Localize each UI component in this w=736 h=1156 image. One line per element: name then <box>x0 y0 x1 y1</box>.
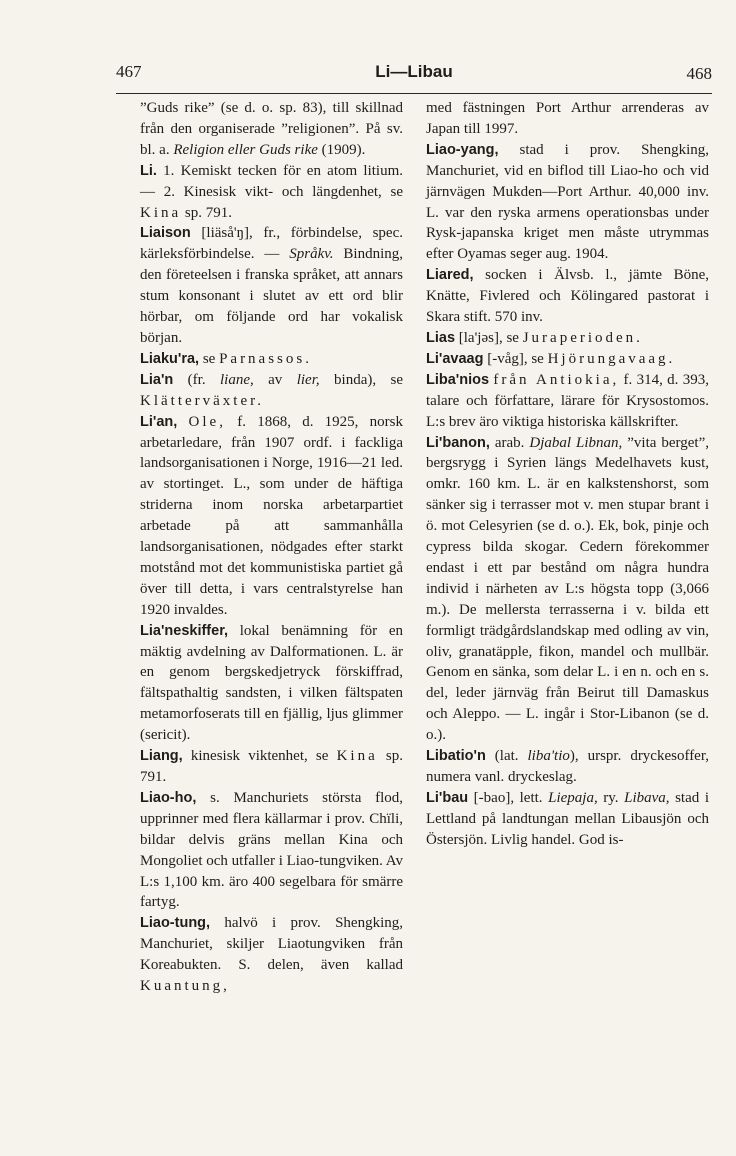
entry-text: (fr. <box>173 371 220 388</box>
entry-text: ”Guds rike” (se d. o. sp. 83), till skillnad från den organiserade ”religionen”. På sv. bl. a. <box>140 100 403 158</box>
right-column <box>426 98 709 851</box>
spaced-reference: Kuantung, <box>140 978 230 995</box>
entry-text: ”vita berget”, bergsrygg i Syrien längs Medelhavets kust, omkr. 160 km. L. är en kalkstenshorst, som sänker sig i terrasser mot v. men stupar brant i ö. mot Celesyrien (se d. o.). Ek, bok, pinje och cypress bilda skogar. Cedern förekommer endast i ett par bestånd om några hundra individ i närheten av L:s högsta topp (3,066 m.). De mellersta terrasserna i v. bilda ett formligt trädgårdslandskap med odling av vin, oliv, granatäpple, fikon, mandel och mullbär. Genom en sänka, som delar L. i en n. och en s. del, leder järnväg från Beirut till Damaskus och Aleppo. — L. ingår i Stor-Libanon (se d. o.). <box>426 434 709 744</box>
entry-headword: Liba'nios <box>426 371 490 388</box>
spaced-reference: Ole, <box>188 413 226 430</box>
dictionary-entry <box>140 621 403 746</box>
italic-text: Libava, <box>624 789 670 806</box>
entry-text: av <box>253 371 297 388</box>
dictionary-entry <box>426 370 709 433</box>
dictionary-entry <box>140 412 403 621</box>
dictionary-entry <box>426 349 709 370</box>
page-number-right: 468 <box>686 64 712 83</box>
entry-text: [-bao], lett. <box>468 789 549 806</box>
entry-text: binda), se <box>319 371 403 388</box>
entry-text: [liäså'ŋ], fr., förbindelse, spec. kärleksförbindelse. — <box>140 225 403 263</box>
dictionary-entry <box>426 265 709 328</box>
page-number-left: 467 <box>116 62 142 81</box>
entry-text <box>177 414 188 430</box>
entry-headword: Li'avaag <box>426 350 484 367</box>
dictionary-entry <box>426 788 709 851</box>
header-rule <box>116 93 712 94</box>
entry-text: med fästningen Port Arthur arrenderas av Japan till 1997. <box>426 100 709 137</box>
dictionary-entry <box>140 98 403 161</box>
entry-headword: Liaku'ra, <box>140 350 200 367</box>
dictionary-entry <box>140 788 403 913</box>
entry-headword: Liared, <box>426 267 474 284</box>
spaced-reference: Hjörungavaag. <box>547 350 676 367</box>
entry-text: f. 314, d. 393, talare och författare, lärare för Krysostomos. L:s brev äro viktiga historiska källskrifter. <box>426 371 709 430</box>
entry-headword: Lias <box>426 329 456 346</box>
entry-headword: Lia'neskiffer, <box>140 622 229 639</box>
spaced-reference: Juraperioden. <box>522 329 643 346</box>
entry-headword: Liang, <box>140 748 183 765</box>
entry-text: Bindning, den företeelsen i franska språket, att annars stum konsonant i slutet av ett ord blir hörbar, om följande ord har vokalisk början. <box>140 246 404 346</box>
entry-text: stad i Lettland på landtungan mellan Libausjön och Östersjön. Livlig handel. God is- <box>426 789 709 848</box>
spaced-reference: från Antiokia, <box>493 371 620 388</box>
entry-text: sp. 791. <box>140 748 403 785</box>
entry-headword: Li'an, <box>140 413 178 430</box>
dictionary-entry <box>140 349 403 370</box>
dictionary-entry <box>426 328 709 349</box>
entry-text: arab. <box>489 434 530 451</box>
dictionary-entry <box>426 746 709 788</box>
entry-text: f. 1868, d. 1925, norsk arbetarledare, från 1907 ordf. i fackliga landsorganisationen i Norge, 1916—21 led. av stortinget. L., som under de häftiga striderna inom norska arbetarpartiet arbetade på att sammanhålla landsorganisationen, nödgades efter starkt motstånd mot det kommunistiska partiet gå över till detta, i vars centralstyrelse han 1920 invaldes. <box>140 413 404 618</box>
italic-text: liba'tio <box>527 748 570 765</box>
left-column <box>140 98 403 997</box>
entry-text: [-våg], se <box>483 350 548 367</box>
dictionary-entry <box>140 746 403 788</box>
dictionary-entry <box>426 140 709 265</box>
italic-text: Språkv. <box>289 246 334 263</box>
entry-text: stad i prov. Shengking, Manchuriet, vid en biflod till Liao-ho och vid järnvägen Mukden—Port Arthur. 40,000 inv. L. var den ryska armens operationsbas under Rysk-japanska kriget men måste utrymmas efter Oyamas seger aug. 1904. <box>426 141 709 263</box>
entry-headword: Li. <box>140 162 157 179</box>
dictionary-entry <box>140 223 403 348</box>
entry-text: (1909). <box>317 141 366 158</box>
entry-text: halvö i prov. Shengking, Manchuriet, skiljer Liaotungviken från Koreabukten. S. delen, även kallad <box>140 915 403 974</box>
dictionary-entry <box>140 161 403 224</box>
italic-text: Djabal Libnan, <box>529 434 623 451</box>
entry-headword: Liao-yang, <box>426 141 499 158</box>
entry-text: se <box>199 350 220 367</box>
dictionary-entry <box>426 433 709 747</box>
entry-headword: Li'bau <box>426 789 469 806</box>
entry-text: ry. <box>597 789 625 806</box>
entry-text: socken i Älvsb. l., jämte Böne, Knätte, Fivlered och Kölingared pastorat i Skara stift. 570 inv. <box>426 267 709 326</box>
dictionary-entry <box>140 913 403 997</box>
spaced-reference: Parnassos. <box>219 350 312 367</box>
italic-text: liane, <box>219 371 254 388</box>
entry-text: s. Manchuriets största flod, upprinner med flera källarmar i prov. Chïli, bildar delvis gräns mellan Kina och Mongoliet och utfaller i Liao-tungviken. Av L:s 1,100 km. äro 400 segelbara för smärre fartyg. <box>140 789 403 911</box>
entry-text: sp. 791. <box>181 204 233 221</box>
italic-text: Liepaja, <box>548 789 598 806</box>
spaced-reference: Klätterväxter. <box>140 392 265 409</box>
entry-headword: Li'banon, <box>426 434 490 451</box>
entry-headword: Liao-tung, <box>140 915 211 932</box>
entry-text: 1. Kemiskt tecken för en atom litium. — 2. Kinesisk vikt- och längdenhet, se <box>140 162 403 200</box>
running-header <box>116 62 712 92</box>
entry-text: kinesisk viktenhet, se <box>182 748 337 765</box>
italic-text: Religion eller Guds rike <box>173 141 318 158</box>
spaced-reference: Kina <box>336 748 378 765</box>
entry-headword: Liaison <box>140 225 191 242</box>
entry-headword: Lia'n <box>140 371 174 388</box>
entry-text: [la'jəs], se <box>455 329 523 346</box>
entry-text: (lat. <box>485 748 528 765</box>
italic-text: lier, <box>296 371 320 388</box>
entry-text: lokal benämning för en mäktig avdelning av Dalformationen. L. är en genom bergskedjetryck förskiffrad, fältspathaltig sandsten, i vilken fältspaten metamorfoserats till en fjällig, ljus glimmer (sericit). <box>140 622 403 744</box>
entry-headword: Liao-ho, <box>140 789 197 806</box>
entry-headword: Libatio'n <box>426 748 486 765</box>
entry-text: ), urspr. dryckesoffer, numera vanl. dryckeslag. <box>426 748 709 785</box>
dictionary-entry <box>140 370 403 412</box>
dictionary-entry <box>426 98 709 140</box>
spaced-reference: Kina <box>140 204 182 221</box>
header-title: Li—Libau <box>375 62 453 81</box>
